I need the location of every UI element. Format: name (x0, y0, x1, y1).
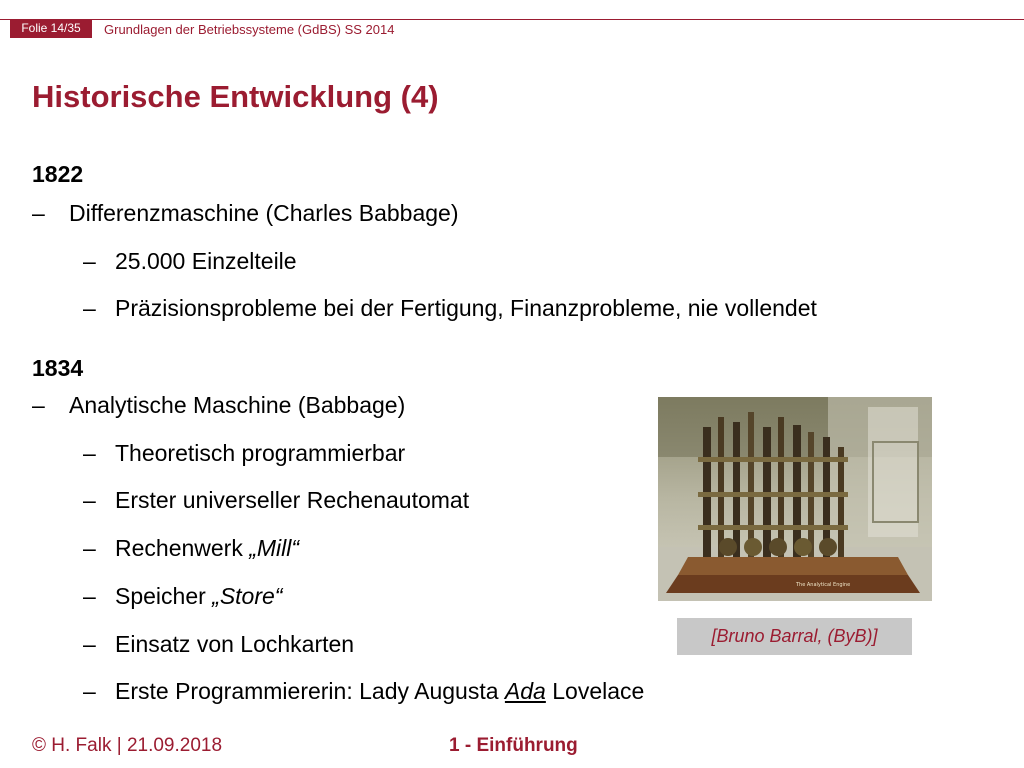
bullet-text: Theoretisch programmierbar (115, 440, 406, 466)
bullet-text: Analytische Maschine (Babbage) (69, 392, 406, 418)
bullet-text (115, 535, 299, 562)
year-1834: 1834 (32, 355, 84, 381)
dash-bullet: – (32, 392, 45, 418)
slide-title: Historische Entwicklung (4) (32, 79, 439, 114)
ada-prefix: Erste Programmiererin: Lady Augusta (115, 678, 505, 704)
store-term: „Store“ (212, 583, 283, 609)
bullet-text: Einsatz von Lochkarten (115, 631, 355, 657)
year-1822: 1822 (32, 161, 84, 187)
ada-name: Ada (504, 678, 546, 704)
dash-bullet: – (83, 487, 96, 513)
dash-bullet: – (83, 440, 96, 466)
bullet-text (115, 583, 282, 610)
dash-bullet: – (83, 631, 96, 657)
image-caption: [Bruno Barral, (ByB)] (677, 618, 912, 655)
mill-term: „Mill“ (249, 535, 300, 561)
dash-bullet: – (83, 248, 96, 274)
slide-number-badge: Folie 14/35 (10, 19, 92, 38)
dash-bullet: – (32, 200, 45, 226)
dash-bullet: – (83, 535, 96, 561)
analytical-engine-photo (658, 397, 932, 601)
dash-bullet: – (83, 678, 96, 704)
dash-bullet: – (83, 295, 96, 321)
store-prefix: Speicher (115, 583, 213, 609)
bullet-text: Präzisionsprobleme bei der Fertigung, Finanzprobleme, nie vollendet (115, 295, 817, 321)
ada-suffix: Lovelace (545, 678, 645, 704)
course-title: Grundlagen der Betriebssysteme (GdBS) SS 2014 (104, 22, 395, 37)
bullet-text: Erster universeller Rechenautomat (115, 487, 470, 513)
bullet-text: 25.000 Einzelteile (115, 248, 297, 274)
mill-prefix: Rechenwerk (115, 535, 250, 561)
footer-chapter: 1 - Einführung (449, 735, 578, 756)
engine-plaque-label: The Analytical Engine (796, 582, 851, 588)
footer-author: © H. Falk | 21.09.2018 (32, 735, 223, 756)
bullet-text (115, 678, 644, 705)
dash-bullet: – (83, 583, 96, 609)
bullet-text: Differenzmaschine (Charles Babbage) (69, 200, 459, 226)
header-rule (0, 19, 1024, 20)
